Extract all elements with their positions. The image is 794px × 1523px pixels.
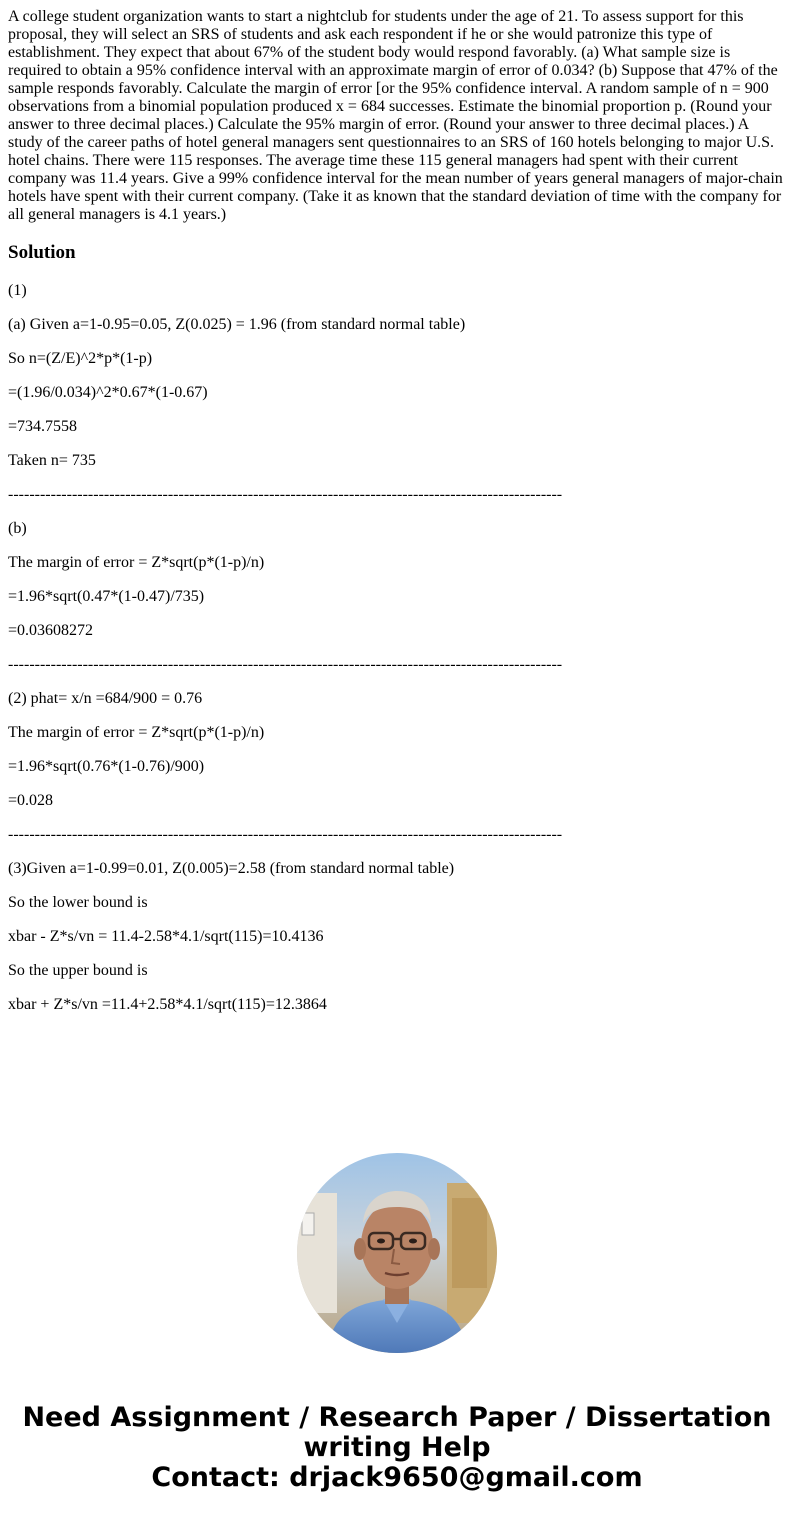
question-text: A college student organization wants to start a nightclub for students under the age of 21. To assess support for this proposal, they will select an SRS of students and ask each respondent if he or she would patronize this type of establishment. They expect that about 67% of the student body would respond favorably. (a) What sample size is required to obtain a 95% confidence interval with an approximate margin of error of 0.034? (b) Suppose that 47% of the sample responds favorably. Calculate the margin of error [or the 95% confidence interval. A random sample of n = 900 observations from a binomial population produced x = 684 successes. Estimate the binomial proportion p. (Round your answer to three decimal places.) Calculate the 95% margin of error. (Round your answer to three decimal places.) A study of the career paths of hotel general managers sent questionnaires to an SRS of 160 hotels belonging to major U.S. hotel chains. There were 115 responses. The average time these 115 general managers had spent with their current company was 11.4 years. Give a 99% confidence interval for the mean number of years general managers of major-chain hotels have spent with their current company. (Take it as known that the standard deviation of time with the company for all general managers is 4.1 years.) (8, 8, 783, 223)
solution-line: (3)Given a=1-0.99=0.01, Z(0.005)=2.58 (from standard normal table) (8, 860, 455, 877)
solution-lines (8, 282, 786, 1014)
footer-line-1: Need Assignment / Research Paper / Dissertation (22, 1402, 772, 1433)
document-body (8, 8, 786, 1030)
avatar (297, 1153, 497, 1353)
separator-line: -------------------------------------------------------------------------------------------------------- (8, 486, 563, 503)
solution-line: (1) (8, 282, 27, 299)
solution-line: The margin of error = Z*sqrt(p*(1-p)/n) (8, 554, 265, 571)
footer-promo (0, 1403, 794, 1493)
solution-line: So the lower bound is (8, 894, 148, 911)
solution-line: Taken n= 735 (8, 452, 96, 469)
solution-line: (2) phat= x/n =684/900 = 0.76 (8, 690, 203, 707)
solution-line: =0.03608272 (8, 622, 94, 639)
solution-heading: Solution (8, 242, 76, 263)
solution-line: =1.96*sqrt(0.47*(1-0.47)/735) (8, 588, 205, 605)
solution-line: So n=(Z/E)^2*p*(1-p) (8, 350, 153, 367)
solution-line: So the upper bound is (8, 962, 148, 979)
solution-line: =1.96*sqrt(0.76*(1-0.76)/900) (8, 758, 205, 775)
solution-line: =734.7558 (8, 418, 78, 435)
solution-line: =0.028 (8, 792, 54, 809)
solution-line: =(1.96/0.034)^2*0.67*(1-0.67) (8, 384, 208, 401)
solution-line: (b) (8, 520, 27, 537)
solution-line: (a) Given a=1-0.95=0.05, Z(0.025) = 1.96 (from standard normal table) (8, 316, 466, 333)
separator-line: -------------------------------------------------------------------------------------------------------- (8, 656, 563, 673)
separator-line: -------------------------------------------------------------------------------------------------------- (8, 826, 563, 843)
solution-line: xbar - Z*s/vn = 11.4-2.58*4.1/sqrt(115)=10.4136 (8, 928, 324, 945)
footer-contact: Contact: drjack9650@gmail.com (151, 1462, 643, 1493)
solution-line: xbar + Z*s/vn =11.4+2.58*4.1/sqrt(115)=12.3864 (8, 996, 327, 1013)
solution-line: The margin of error = Z*sqrt(p*(1-p)/n) (8, 724, 265, 741)
portrait-image (297, 1153, 497, 1353)
footer-line-2: writing Help (303, 1432, 491, 1463)
